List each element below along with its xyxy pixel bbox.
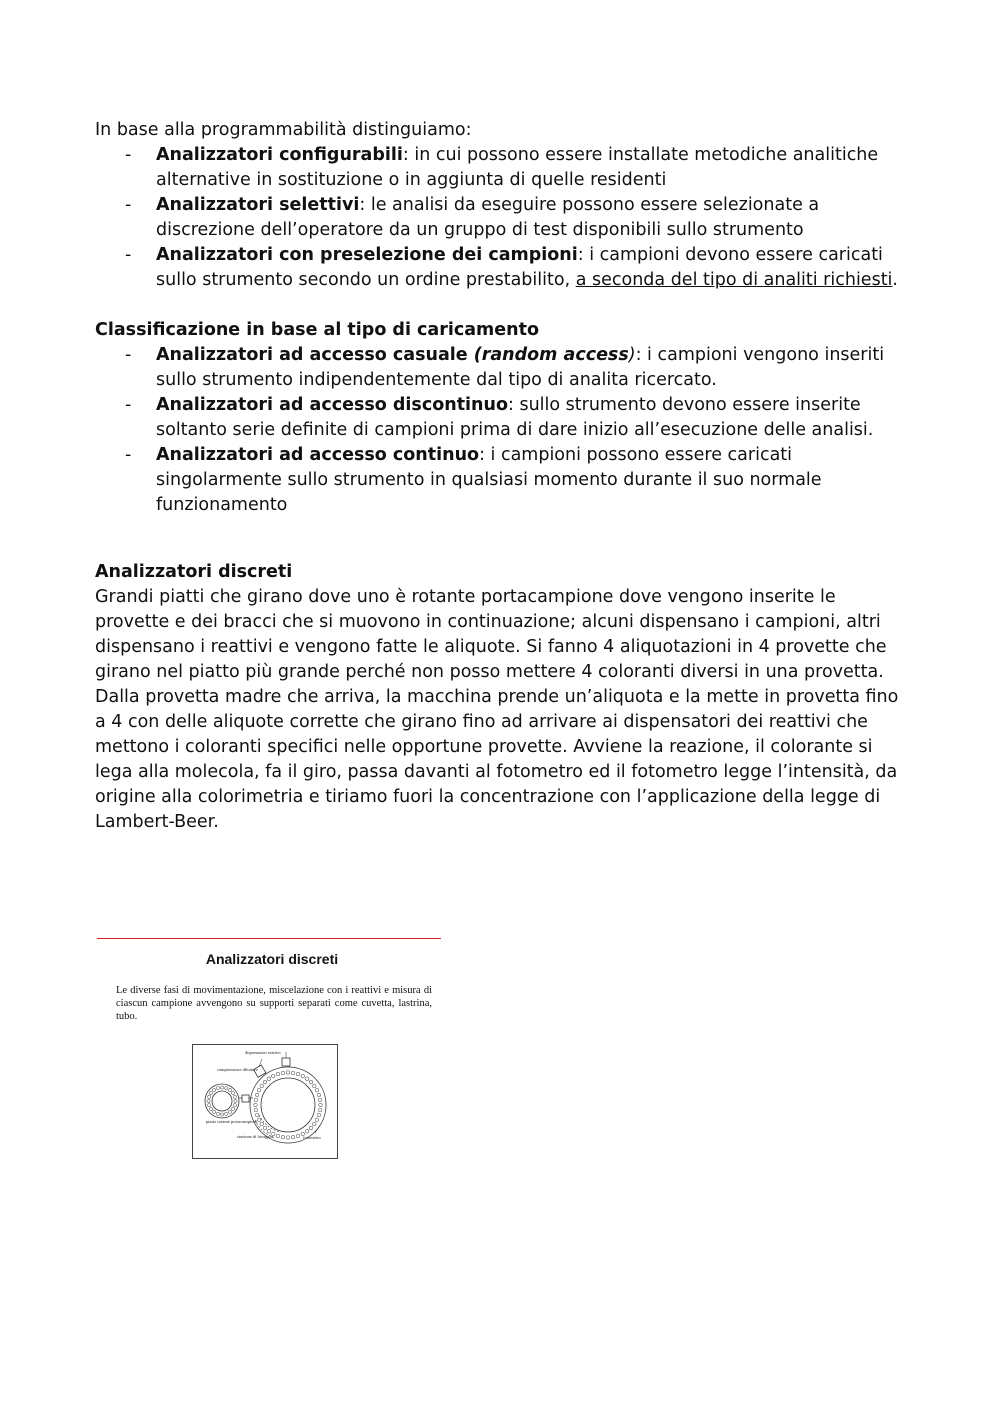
tube-slot [286, 1136, 290, 1140]
tube-slot [228, 1088, 231, 1091]
list-item [95, 143, 905, 193]
tube-slot [257, 1118, 261, 1122]
tube-slot [263, 1126, 267, 1130]
sample-tubes [207, 1086, 237, 1116]
figure-caption: Le diverse fasi di movimentazione, miscelazione con i reattivi e misura di ciascun campione avvengono su supporti separati come cuvetta, lastrina, tubo. [116, 985, 432, 1022]
list-item [95, 193, 905, 243]
tube-slot [276, 1134, 280, 1138]
tube-slot [263, 1080, 267, 1084]
analyzer-figure [97, 938, 441, 1163]
item-text: : i campioni vengono inseriti sullo strumento indipendentemente dal tipo di analita ricercato. [156, 345, 885, 390]
item-term: Analizzatori configurabili [156, 145, 403, 165]
tube-slot [267, 1129, 271, 1133]
tube-slot [225, 1112, 228, 1115]
tube-slot [209, 1107, 212, 1110]
tube-slot [208, 1095, 211, 1098]
list-item [95, 443, 905, 518]
label-photometer: fotometro [303, 1135, 321, 1140]
item-term: Analizzatori selettivi [156, 195, 360, 215]
tube-slot [220, 1086, 223, 1089]
tube-slot [254, 1108, 258, 1112]
tube-slot [216, 1112, 219, 1115]
figure-red-rule [97, 938, 441, 939]
tube-slot [296, 1134, 300, 1138]
tube-slot [260, 1122, 264, 1126]
tube-slot [212, 1088, 215, 1091]
tube-slot [220, 1113, 223, 1116]
reagent-dispenser-box-2 [282, 1058, 290, 1066]
dash-bullet: - [125, 345, 132, 365]
item-italic: ) [628, 345, 636, 365]
tube-slot [231, 1091, 234, 1094]
tube-slot [317, 1093, 321, 1097]
reaction-plate-inner [261, 1078, 315, 1132]
tube-slot [255, 1093, 259, 1097]
section1-intro: In base alla programmabilità distinguiamo: [95, 120, 472, 140]
tube-slot [309, 1080, 313, 1084]
programmability-list [95, 143, 905, 293]
tube-slot [271, 1074, 275, 1078]
label-sampler-diluter: campionatore diluitore [217, 1067, 258, 1072]
item-text: : le analisi da eseguire possono essere selezionate a discrezione dell’operatore da un gruppo di test disponibili sullo strumento [156, 195, 820, 240]
item-term: Analizzatori ad accesso discontinuo [156, 395, 508, 415]
tube-slot [319, 1103, 323, 1107]
section2-heading: Classificazione in base al tipo di caricamento [95, 320, 539, 340]
analyzer-diagram-svg [193, 1045, 337, 1158]
tube-slot [207, 1099, 210, 1102]
tube-slot [231, 1107, 234, 1110]
tube-slot [281, 1071, 285, 1075]
label-wash-station: stazione di lavaggio [237, 1134, 273, 1139]
sampler-box [242, 1095, 249, 1102]
tube-slot [296, 1072, 300, 1076]
dash-bullet: - [125, 445, 132, 465]
tube-slot [286, 1071, 290, 1075]
underlined-text: a seconda del tipo di analiti richiesti [575, 270, 893, 290]
tube-slot [225, 1087, 228, 1090]
item-term: Analizzatori ad accesso casuale [156, 345, 474, 365]
dash-bullet: - [125, 395, 132, 415]
tube-slot [233, 1095, 236, 1098]
tube-slot [291, 1135, 295, 1139]
list-item [95, 343, 905, 393]
section3-paragraph-2: Dalla provetta madre che arriva, la macchina prende un’aliquota e la mette in provetta fino a 4 con delle aliquote corrette che girano fino ad arrivare ai dispensatori dei reattivi che mettono i coloranti specifici nelle opportune provette. Avviene la reazione, il colorante si lega alla molecola, fa il giro, passa davanti al fotometro ed il fotometro legge l’intensità, da origine alla colorimetria e tiriamo fuori la concentrazione con l’applicazione della legge di Lambert-Beer. [95, 687, 899, 832]
figure-title: Analizzatori discreti [205, 951, 339, 967]
document-body [95, 118, 905, 835]
tube-slot [309, 1126, 313, 1130]
tube-slot [208, 1104, 211, 1107]
sample-plate-inner [212, 1091, 232, 1111]
tube-slot [291, 1071, 295, 1075]
item-text: : i campioni devono essere caricati sullo strumento secondo un ordine prestabilito, [156, 245, 883, 290]
tube-slot [315, 1088, 319, 1092]
tube-slot [255, 1113, 259, 1117]
tube-slot [254, 1098, 258, 1102]
item-term: Analizzatori ad accesso continuo [156, 445, 480, 465]
list-item [95, 393, 905, 443]
tube-slot [257, 1088, 261, 1092]
list-item [95, 243, 905, 293]
label-reagent-dispensers: dispensatori reattivi [245, 1050, 281, 1055]
label-sample-plate: piatto rotante portacampioni [206, 1119, 257, 1124]
tube-slot [209, 1091, 212, 1094]
loading-type-list [95, 343, 905, 518]
dash-bullet: - [125, 195, 132, 215]
tube-slot [318, 1098, 322, 1102]
tube-slot [254, 1103, 258, 1107]
tube-slot [318, 1108, 322, 1112]
item-text: : sullo strumento devono essere inserite soltanto serie definite di campioni prima di dare inizio all’esecuzione delle analisi. [156, 395, 874, 440]
item-term-italic: (random access [473, 345, 629, 365]
reaction-cuvettes [254, 1071, 323, 1140]
tube-slot [228, 1110, 231, 1113]
tube-slot [260, 1084, 264, 1088]
tube-slot [312, 1122, 316, 1126]
tube-slot [315, 1118, 319, 1122]
tube-slot [276, 1072, 280, 1076]
tube-slot [233, 1104, 236, 1107]
item-text: : i campioni possono essere caricati singolarmente sullo strumento in qualsiasi momento durante il suo normale funzionamento [156, 445, 822, 515]
tube-slot [305, 1077, 309, 1081]
item-term: Analizzatori con preselezione dei campioni [156, 245, 578, 265]
tube-slot [267, 1077, 271, 1081]
tube-slot [216, 1087, 219, 1090]
section3-heading: Analizzatori discreti [95, 562, 293, 582]
tube-slot [301, 1074, 305, 1078]
item-tail: . [892, 270, 898, 290]
dash-bullet: - [125, 145, 132, 165]
section3-paragraph-1: Grandi piatti che girano dove uno è rotante portacampione dove vengono inserite le provette e dei bracci che si muovono in continuazione; alcuni dispensano i campioni, altri dispensano i reattivi e vengono fatte le aliquote. Si fanno 4 aliquotazioni in 4 provette che girano nel piatto più grande perché non posso mettere 4 coloranti diversi in una provetta. [95, 587, 887, 682]
item-text: : in cui possono essere installate metodiche analitiche alternative in sostituzione o in aggiunta di quelle residenti [156, 145, 879, 190]
tube-slot [305, 1129, 309, 1133]
tube-slot [312, 1084, 316, 1088]
tube-slot [212, 1110, 215, 1113]
tube-slot [317, 1113, 321, 1117]
analyzer-diagram [192, 1044, 338, 1159]
tube-slot [234, 1099, 237, 1102]
dash-bullet: - [125, 245, 132, 265]
tube-slot [281, 1135, 285, 1139]
